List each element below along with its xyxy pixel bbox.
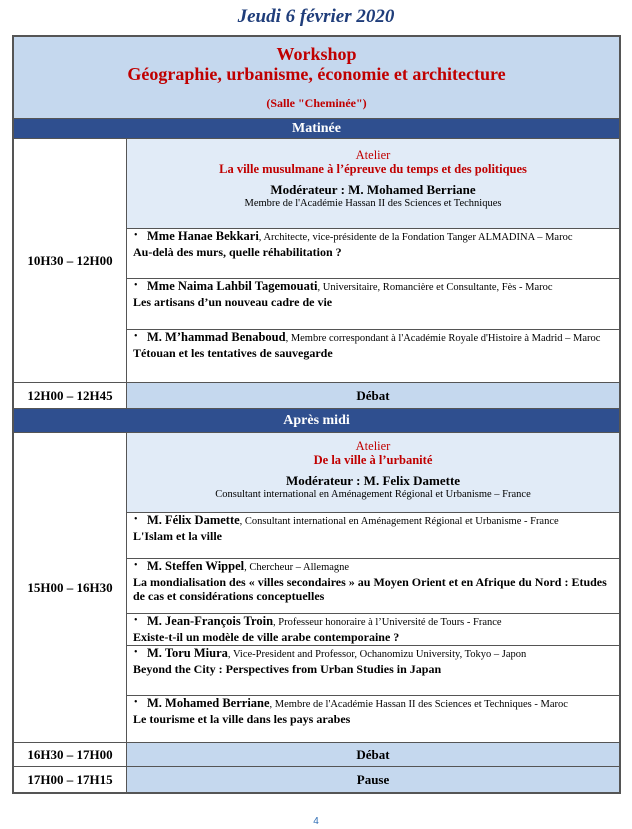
talk-title: Au-delà des murs, quelle réhabilitation ? [133, 244, 342, 259]
session-afternoon [14, 433, 619, 743]
atelier-title: De la ville à l’urbanité [313, 453, 433, 467]
speaker-item: • M. Jean-François Troin, Professeur honoraire à l’Université de Tours - France Existe-t-il un modèle de ville arabe contemporaine ? [127, 614, 619, 646]
time-cell: 10H30 – 12H00 [14, 139, 127, 382]
atelier-label: Atelier [355, 439, 391, 453]
talk-title: La mondialisation des « villes secondaires » au Moyen Orient et en Afrique du Nord : Etudes de cas et considérations conceptuelles [133, 574, 607, 603]
talk-title: Beyond the City : Perspectives from Urban Studies in Japan [133, 661, 442, 676]
talk-title: Les artisans d’un nouveau cadre de vie [133, 294, 333, 309]
speaker-item: • Mme Hanae Bekkari, Architecte, vice-présidente de la Fondation Tanger ALMADINA – Maroc Au-delà des murs, quelle réhabilitation ? [127, 229, 619, 279]
speaker-item: • M. Toru Miura, Vice-President and Professor, Ochanomizu University, Tokyo – Japon Beyond the City : Perspectives from Urban Studies in Japan [127, 646, 619, 696]
pause-row [14, 767, 619, 792]
speaker-item: • M. Félix Damette, Consultant international en Aménagement Régional et Urbanisme - France L'Islam et la ville [127, 513, 619, 559]
atelier-box [127, 139, 619, 229]
page-number: 4 [313, 816, 319, 827]
bullet-icon: • [134, 615, 138, 626]
atelier-title: La ville musulmane à l’épreuve du temps et des politiques [219, 162, 527, 176]
time-cell: 15H00 – 16H30 [14, 433, 127, 742]
bullet-icon: • [134, 230, 138, 241]
debat-label: Débat [127, 383, 619, 408]
talk-title: Existe-t-il un modèle de ville arabe contemporaine ? [133, 629, 400, 644]
moderator-line: Modérateur : M. Felix Damette [285, 473, 461, 488]
workshop-label: Workshop [276, 44, 357, 64]
band-matinee: Matinée [14, 119, 619, 139]
bullet-icon: • [134, 280, 138, 291]
bullet-icon: • [134, 514, 138, 525]
speaker-item: • M. Steffen Wippel, Chercheur – Allemagne La mondialisation des « villes secondaires » au Moyen Orient et en Afrique du Nord : Etudes de cas et considérations conceptuelles [127, 559, 619, 614]
debat-row [14, 383, 619, 409]
time-cell: 16H30 – 17H00 [14, 743, 127, 766]
workshop-room: (Salle "Cheminée") [266, 96, 367, 110]
atelier-label: Atelier [355, 148, 391, 162]
moderator-desc: Consultant international en Aménagement Régional et Urbanisme – France [215, 489, 531, 500]
workshop-header [14, 37, 619, 119]
session-morning [14, 139, 619, 383]
moderator-line: Modérateur : M. Mohamed Berriane [270, 182, 476, 197]
bullet-icon: • [134, 697, 138, 708]
talk-title: Le tourisme et la ville dans les pays arabes [133, 711, 351, 726]
debat-row [14, 743, 619, 767]
speaker-item: • Mme Naima Lahbil Tagemouati, Universitaire, Romancière et Consultante, Fès - Maroc Les artisans d’un nouveau cadre de vie [127, 279, 619, 330]
speaker-item: • M. Mohamed Berriane, Membre de l'Académie Hassan II des Sciences et Techniques - Maroc Le tourisme et la ville dans les pays arabes [127, 696, 619, 742]
moderator-desc: Membre de l'Académie Hassan II des Sciences et Techniques [244, 198, 502, 209]
page-date: Jeudi 6 février 2020 [237, 6, 395, 27]
talk-title: Tétouan et les tentatives de sauvegarde [133, 345, 333, 360]
speaker-item: • M. M’hammad Benaboud, Membre correspondant à l'Académie Royale d'Histoire à Madrid – Maroc Tétouan et les tentatives de sauvegarde [127, 330, 619, 382]
talk-title: L'Islam et la ville [133, 528, 222, 543]
bullet-icon: • [134, 647, 138, 658]
band-apres-midi: Après midi [14, 409, 619, 433]
time-cell: 17H00 – 17H15 [14, 767, 127, 792]
debat-label: Débat [127, 743, 619, 766]
pause-label: Pause [127, 767, 619, 792]
workshop-title: Géographie, urbanisme, économie et architecture [127, 64, 506, 84]
atelier-box [127, 433, 619, 513]
program-table [12, 35, 621, 794]
time-cell: 12H00 – 12H45 [14, 383, 127, 408]
bullet-icon: • [134, 331, 138, 342]
bullet-icon: • [134, 560, 138, 571]
